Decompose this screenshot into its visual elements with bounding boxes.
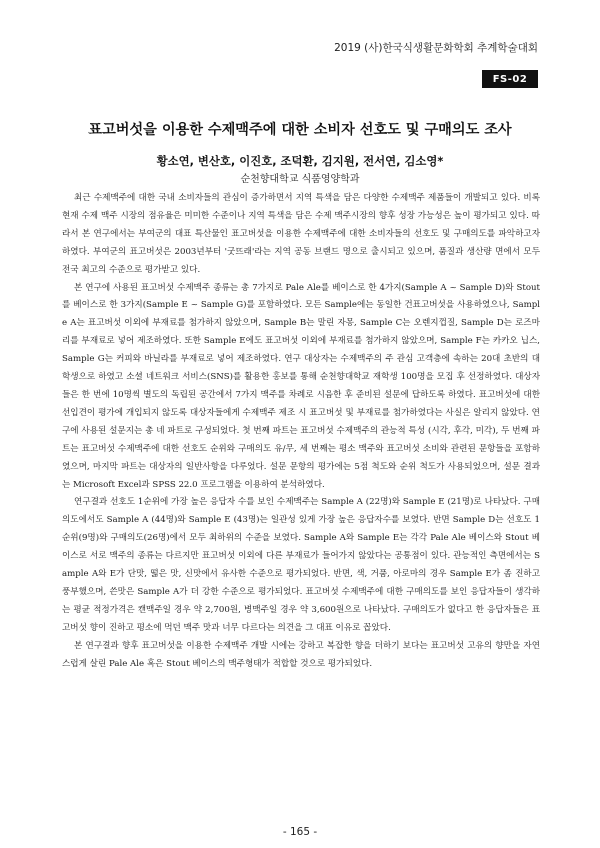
page-number: - 165 - [282, 826, 318, 838]
affiliation: 순천향대학교 식품영양학과 [240, 174, 360, 185]
paper-title: 표고버섯을 이용한 수제맥주에 대한 소비자 선호도 및 구매의도 조사 [88, 122, 512, 138]
paragraph: 본 연구에 사용된 표고버섯 수제맥주 종류는 총 7가지로 Pale Ale를 베이스로 한 4가지(Sample A ~ Sample D)와 Stout를 베이스로 한 3가지(Sample E ~ Sample G)를 포함하였다. 모든 Sample에는 동일한 건표고버섯을 사용하였으나, Sample A는 표고버섯 이외에 부재료를 첨가하지 않았으며, Sample B는 말린 자몽, Sample C는 오렌지껍질, Sample D는 로즈마리를 부재료로 넣어 제조하였다. 또한 Sample E에도 표고버섯 이외에 부재료를 첨가하지 않았으며, Sample F는 카카오 닙스, Sample G는 커피와 바닐라를 부재료로 넣어 제조하였다. 연구 대상자는 수제맥주의 주 관심 고객층에 속하는 20대 초반의 대학생으로 하였고 소셜 네트워크 서비스(SNS)를 활용한 홍보를 통해 순천향대학교 재학생 100명을 모집 후 선정하였다. 대상자들은 한 번에 10명씩 별도의 독립된 공간에서 7가지 맥주를 차례로 시음한 후 준비된 설문에 답하도록 하였다. 표고버섯에 대한 선입견이 평가에 개입되지 않도록 대상자들에게 수제맥주 제조 시 표고버섯 및 부재료를 첨가하였다는 사실은 알리지 않았다. 연구에 사용된 설문지는 총 네 파트로 구성되었다. 첫 번째 파트는 표고버섯 수제맥주의 관능적 특성 (시각, 후각, 미각), 두 번째 파트는 표고버섯 수제맥주에 대한 선호도 순위와 구매의도 유/무, 세 번째는 평소 맥주와 표고버섯 소비와 관련된 문항들을 포함하였으며, 마지막 파트는 대상자의 일반사항을 다루었다. 설문 문항의 평가에는 5점 척도와 순위 척도가 사용되었으며, 설문 결과는 Microsoft Excel과 SPSS 22.0 프로그램을 이용하여 분석하였다. [62, 282, 540, 490]
paragraph: 본 연구결과 향후 표고버섯을 이용한 수제맥주 개발 시에는 강하고 복잡한 향을 더하기 보다는 표고버섯 고유의 향만을 자연스럽게 살린 Pale Ale 혹은 Stout 베이스의 맥주형태가 적합할 것으로 평가되었다. [62, 640, 540, 669]
session-code-badge: FS-02 [482, 70, 538, 88]
abstract-body [62, 190, 540, 673]
author-list: 황소연, 변산호, 이진호, 조덕환, 김지원, 전서연, 김소영* [156, 154, 444, 168]
paragraph: 연구결과 선호도 1순위에 가장 높은 응답자 수를 보인 수제맥주는 Sample A (22명)와 Sample E (21명)로 나타났다. 구매의도에서도 Sample A (44명)와 Sample E (43명)는 일관성 있게 가장 높은 응답자수를 보였다. 반면 Sample D는 선호도 1순위(9명)와 구매의도(26명)에서 모두 최하위의 수준을 보였다. Sample A와 Sample E는 각각 Pale Ale 베이스와 Stout 베이스로 서로 맥주의 종류는 다르지만 표고버섯 이외에 다른 부재료가 들어가지 않았다는 공통점이 있다. 관능적인 측면에서는 Sample A와 E가 단맛, 떫은 맛, 신맛에서 유사한 수준으로 평가되었다. 반면, 색, 거품, 아로마의 경우 Sample E가 좀 진하고 풍부했으며, 쓴맛은 Sample A가 더 강한 수준으로 평가되었다. 표고버섯 수제맥주에 대한 구매의도를 보인 응답자들이 생각하는 평균 적정가격은 캔맥주일 경우 약 2,700원, 병맥주일 경우 약 3,600원으로 나타났다. 구매의도가 없다고 한 응답자들은 표고버섯 향이 진하고 평소에 먹던 맥주 맛과 너무 다르다는 의견을 그 대표 이유로 꼽았다. [62, 497, 540, 633]
paragraph: 최근 수제맥주에 대한 국내 소비자들의 관심이 증가하면서 지역 특색을 담은 다양한 수제맥주 제품들이 개발되고 있다. 비록 현재 수제 맥주 시장의 점유율은 미미한 수준이나 지역 특색을 담은 수제 맥주시장의 향후 성장 가능성은 높이 평가되고 있다. 따라서 본 연구에서는 부여군의 대표 특산물인 표고버섯을 이용한 수제맥주에 대한 소비자들의 선호도 및 구매의도를 파악하고자 하였다. 부여군의 표고버섯은 2003년부터 '굿뜨래'라는 지역 공동 브랜드 명으로 출시되고 있으며, 품질과 생산량 면에서 모두 전국 최고의 수준으로 평가받고 있다. [62, 193, 540, 275]
conference-header: 2019 (사)한국식생활문화학회 추계학술대회 [334, 42, 538, 54]
